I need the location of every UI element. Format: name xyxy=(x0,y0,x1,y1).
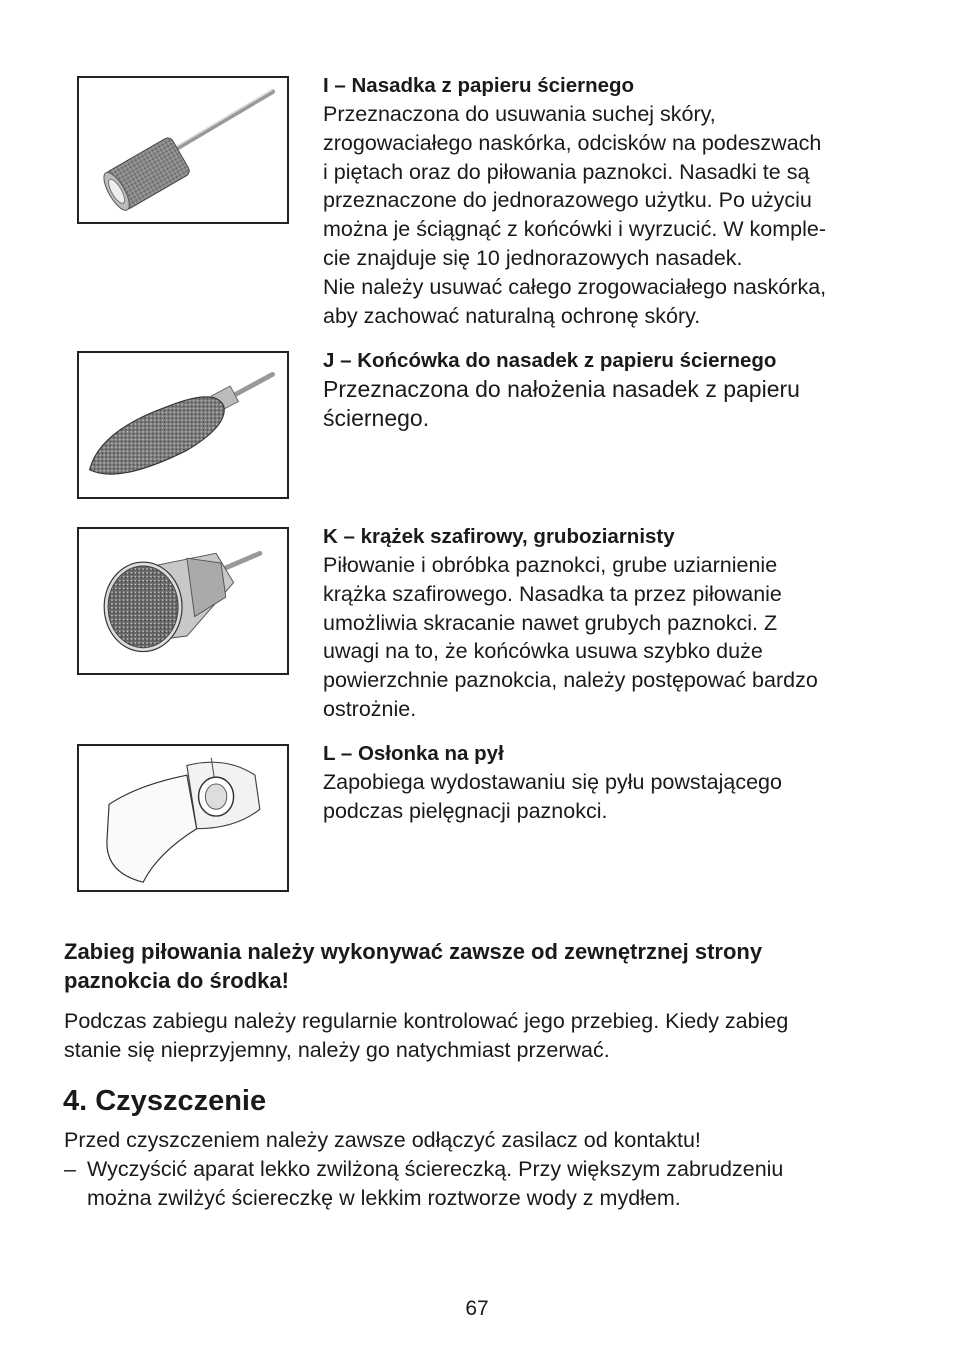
filing-direction-warning xyxy=(64,937,884,995)
item-description-line: ściernego. xyxy=(323,405,430,431)
bullet-line: można zwilżyć ściereczkę w lekkim roztworze wody z mydłem. xyxy=(87,1186,681,1210)
cleaning-intro: Przed czyszczeniem należy zawsze odłączyć zasilacz od kontaktu! xyxy=(64,1128,701,1152)
item-description-line: przeznaczone do jednorazowego użytku. Po użyciu xyxy=(323,188,812,213)
item-title: J – Końcówka do nasadek z papieru ściernego xyxy=(323,349,777,372)
item-title: L – Osłonka na pył xyxy=(323,742,504,765)
item-description-line: Nie należy usuwać całego zrogowaciałego naskórka, xyxy=(323,274,827,299)
bullet-line: Wyczyścić aparat lekko zwilżoną ściereczką. Przy większym zabrudzeniu xyxy=(87,1157,784,1181)
item-description-line: Piłowanie i obróbka paznokci, grube uziarnienie xyxy=(323,553,778,577)
sanding-sleeve-image xyxy=(77,76,289,224)
item-description-line: umożliwia skracanie nawet grubych paznokci. Z xyxy=(323,610,778,635)
paragraph-line: stanie się nieprzyjemny, należy go natychmiast przerwać. xyxy=(64,1038,610,1062)
item-description-line: Przeznaczona do nałożenia nasadek z papieru xyxy=(323,376,800,402)
monitoring-paragraph xyxy=(64,1007,884,1065)
warning-line: Zabieg piłowania należy wykonywać zawsze od zewnętrznej strony xyxy=(64,939,763,964)
item-title: I – Nasadka z papieru ściernego xyxy=(323,74,635,97)
item-description-line: ostrożnie. xyxy=(323,696,417,721)
item-title: K – krążek szafirowy, gruboziarnisty xyxy=(323,525,675,548)
item-description-line: można je ściągnąć z końcówki i wyrzucić. W komple- xyxy=(323,217,827,242)
item-description-line: cie znajduje się 10 jednorazowych nasadek. xyxy=(323,245,743,270)
item-description-line: podczas pielęgnacji paznokci. xyxy=(323,798,608,823)
item-description-line: krążka szafirowego. Nasadka ta przez piłowanie xyxy=(323,581,782,606)
page-number: 67 xyxy=(465,1297,489,1320)
sleeve-holder-image xyxy=(77,351,289,499)
sapphire-disc-image xyxy=(77,527,289,675)
paragraph-line: Podczas zabiegu należy regularnie kontrolować jego przebieg. Kiedy zabieg xyxy=(64,1009,789,1033)
item-description-line: aby zachować naturalną ochronę skóry. xyxy=(323,303,701,328)
warning-line: paznokcia do środka! xyxy=(64,968,289,993)
item-description-line: Zapobiega wydostawaniu się pyłu powstającego xyxy=(323,770,782,794)
item-description-line: powierzchnie paznokcia, należy postępować bardzo xyxy=(323,668,818,693)
item-description-line: uwagi na to, że końcówka usuwa szybko duże xyxy=(323,639,763,664)
item-description-line: Przeznaczona do usuwania suchej skóry, xyxy=(323,102,716,126)
section-heading: 4. Czyszczenie xyxy=(63,1085,267,1117)
bullet-dash: – xyxy=(64,1157,76,1181)
item-description-line: zrogowaciałego naskórka, odcisków na podeszwach xyxy=(323,130,822,155)
item-description-line: i piętach oraz do piłowania paznokci. Nasadki te są xyxy=(323,159,810,184)
dust-cover-image xyxy=(77,744,289,892)
